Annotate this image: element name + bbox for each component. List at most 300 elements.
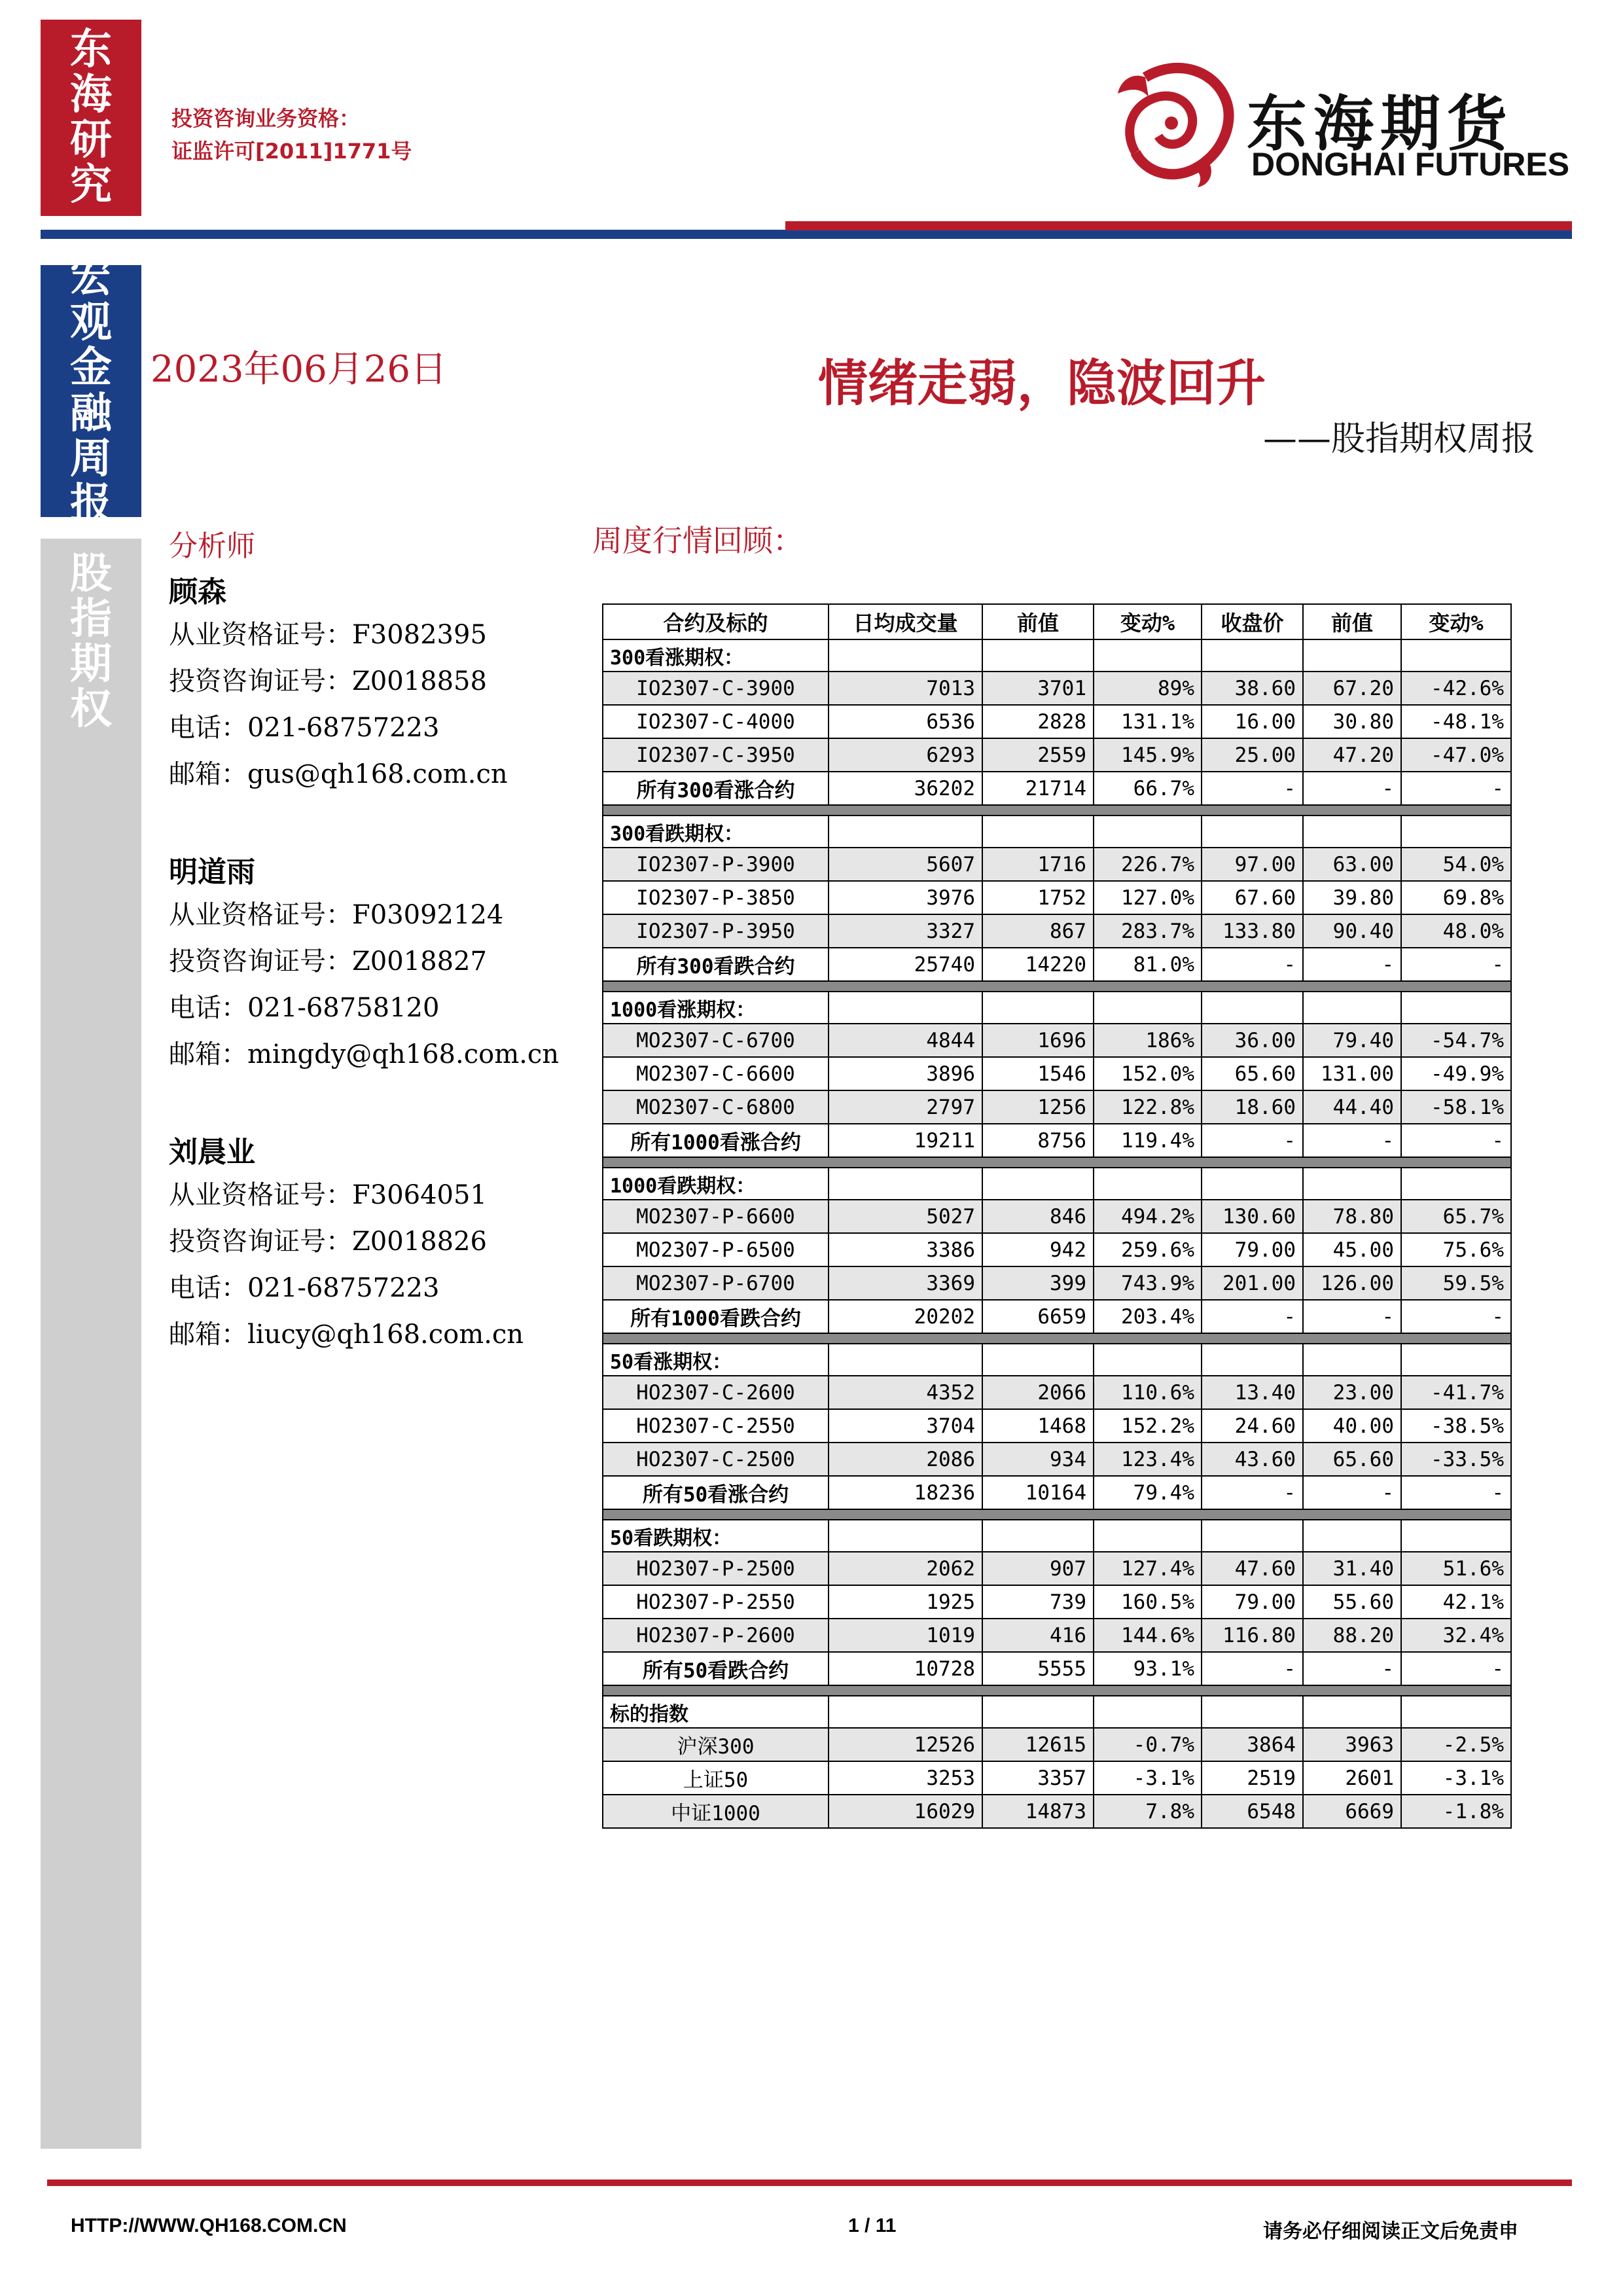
value-cell: 2559: [982, 738, 1094, 772]
value-cell: 13.40: [1202, 1376, 1303, 1409]
logo-text-en: DONGHAI FUTURES: [1251, 146, 1570, 183]
contract-cell: HO2307-C-2550: [603, 1409, 829, 1443]
contract-cell: 中证1000: [603, 1795, 829, 1828]
value-cell: 6293: [829, 738, 982, 772]
analyst-phone: 电话：021-68757223: [169, 713, 440, 743]
analyst-consult-id: 投资咨询证号：Z0018827: [169, 946, 487, 977]
value-cell: 97.00: [1202, 848, 1303, 881]
contract-cell: IO2307-P-3850: [603, 881, 829, 914]
value-cell: 2797: [829, 1090, 982, 1124]
total-row: [603, 1124, 1511, 1157]
value-cell: 79.00: [1202, 1233, 1303, 1266]
analyst-qualification: 从业资格证号：F3064051: [169, 1180, 487, 1210]
total-value-cell: 79.4%: [1094, 1476, 1202, 1509]
table-row: [603, 881, 1511, 914]
value-cell: 130.60: [1202, 1200, 1303, 1233]
table-row: [603, 1200, 1511, 1233]
value-cell: 79.00: [1202, 1585, 1303, 1619]
table-body: [603, 639, 1511, 1828]
column-header: 变动%: [1094, 604, 1202, 639]
value-cell: -54.7%: [1401, 1024, 1511, 1057]
value-cell: 152.2%: [1094, 1409, 1202, 1443]
value-cell: -49.9%: [1401, 1057, 1511, 1090]
value-cell: 2601: [1303, 1761, 1401, 1795]
value-cell: 47.60: [1202, 1552, 1303, 1585]
value-cell: -42.6%: [1401, 672, 1511, 705]
value-cell: 131.1%: [1094, 705, 1202, 738]
value-cell: 110.6%: [1094, 1376, 1202, 1409]
value-cell: 1256: [982, 1090, 1094, 1124]
value-cell: 38.60: [1202, 672, 1303, 705]
section-title: 300看跌期权：: [603, 816, 829, 848]
value-cell: 942: [982, 1233, 1094, 1266]
value-cell: 6669: [1303, 1795, 1401, 1828]
value-cell: 259.6%: [1094, 1233, 1202, 1266]
value-cell: 283.7%: [1094, 914, 1202, 948]
analyst-phone: 电话：021-68757223: [169, 1273, 440, 1303]
table-row: [603, 1585, 1511, 1619]
footer-divider: [47, 2179, 1572, 2186]
total-value-cell: 19211: [829, 1124, 982, 1157]
contract-cell: MO2307-C-6700: [603, 1024, 829, 1057]
contract-cell: 沪深300: [603, 1728, 829, 1761]
value-cell: 1019: [829, 1619, 982, 1652]
value-cell: 123.4%: [1094, 1443, 1202, 1476]
value-cell: 160.5%: [1094, 1585, 1202, 1619]
total-value-cell: -: [1202, 1300, 1303, 1333]
value-cell: 4352: [829, 1376, 982, 1409]
empty-cell: [1094, 1696, 1202, 1728]
total-label-cell: 所有50看跌合约: [603, 1652, 829, 1685]
header-divider-blue: [41, 230, 1572, 239]
empty-cell: [1401, 816, 1511, 848]
empty-cell: [829, 639, 982, 672]
table-row: [603, 1266, 1511, 1300]
value-cell: 24.60: [1202, 1409, 1303, 1443]
analyst-email[interactable]: 邮箱：mingdy@qh168.com.cn: [169, 1039, 560, 1069]
value-cell: 226.7%: [1094, 848, 1202, 881]
contract-cell: IO2307-P-3900: [603, 848, 829, 881]
table-header-row: [603, 604, 1511, 639]
value-cell: 75.6%: [1401, 1233, 1511, 1266]
value-cell: 3386: [829, 1233, 982, 1266]
empty-cell: [982, 639, 1094, 672]
total-row: [603, 1300, 1511, 1333]
total-value-cell: 119.4%: [1094, 1124, 1202, 1157]
value-cell: 16029: [829, 1795, 982, 1828]
analyst-qualification: 从业资格证号：F3082395: [169, 620, 487, 650]
total-value-cell: 18236: [829, 1476, 982, 1509]
total-value-cell: 14220: [982, 948, 1094, 981]
analyst-card: [169, 848, 588, 1080]
total-value-cell: 21714: [982, 772, 1094, 805]
table-row: [603, 914, 1511, 948]
value-cell: 144.6%: [1094, 1619, 1202, 1652]
total-label-cell: 所有300看涨合约: [603, 772, 829, 805]
value-cell: 934: [982, 1443, 1094, 1476]
value-cell: 1468: [982, 1409, 1094, 1443]
table-row: [603, 1443, 1511, 1476]
value-cell: 2066: [982, 1376, 1094, 1409]
total-value-cell: 25740: [829, 948, 982, 981]
contract-cell: HO2307-P-2550: [603, 1585, 829, 1619]
total-value-cell: -: [1202, 948, 1303, 981]
total-value-cell: -: [1202, 1476, 1303, 1509]
total-value-cell: -: [1202, 1124, 1303, 1157]
section-title: 1000看跌期权：: [603, 1168, 829, 1200]
empty-cell: [1202, 1520, 1303, 1552]
contract-cell: IO2307-C-4000: [603, 705, 829, 738]
separator-bar: [603, 1509, 1511, 1520]
total-value-cell: -: [1401, 1124, 1511, 1157]
empty-cell: [1202, 992, 1303, 1024]
value-cell: 4844: [829, 1024, 982, 1057]
empty-cell: [982, 1168, 1094, 1200]
value-cell: -48.1%: [1401, 705, 1511, 738]
value-cell: 18.60: [1202, 1090, 1303, 1124]
footer-url-link[interactable]: HTTP://WWW.QH168.COM.CN: [71, 2215, 347, 2236]
empty-cell: [1303, 1344, 1401, 1376]
value-cell: 3976: [829, 881, 982, 914]
value-cell: 51.6%: [1401, 1552, 1511, 1585]
total-value-cell: -: [1401, 772, 1511, 805]
sidebar-research-label: 东海研究: [70, 25, 112, 210]
company-logo: [1106, 58, 1577, 195]
value-cell: 3963: [1303, 1728, 1401, 1761]
value-cell: 2062: [829, 1552, 982, 1585]
value-cell: -33.5%: [1401, 1443, 1511, 1476]
value-cell: 127.0%: [1094, 881, 1202, 914]
empty-cell: [1202, 1696, 1303, 1728]
empty-cell: [1303, 1168, 1401, 1200]
logo-text-cn: 东海期货: [1247, 89, 1514, 159]
table-row: [603, 1090, 1511, 1124]
section-title: 1000看涨期权：: [603, 992, 829, 1024]
analyst-qualification: 从业资格证号：F03092124: [169, 900, 504, 930]
analyst-name: 刘晨业: [169, 1136, 255, 1169]
empty-cell: [1094, 1520, 1202, 1552]
total-value-cell: 10164: [982, 1476, 1094, 1509]
contract-cell: HO2307-P-2600: [603, 1619, 829, 1652]
total-value-cell: -: [1303, 772, 1401, 805]
total-value-cell: -: [1401, 1652, 1511, 1685]
value-cell: 6548: [1202, 1795, 1303, 1828]
analyst-consult-id: 投资咨询证号：Z0018826: [169, 1227, 487, 1257]
analyst-consult-id: 投资咨询证号：Z0018858: [169, 666, 487, 696]
contract-cell: MO2307-P-6500: [603, 1233, 829, 1266]
value-cell: 5607: [829, 848, 982, 881]
column-header: 日均成交量: [829, 604, 982, 639]
contract-cell: HO2307-P-2500: [603, 1552, 829, 1585]
analyst-card: [169, 1128, 588, 1360]
value-cell: -3.1%: [1401, 1761, 1511, 1795]
table-row: [603, 1761, 1511, 1795]
page-number: 1 / 11: [848, 2215, 897, 2236]
value-cell: 40.00: [1303, 1409, 1401, 1443]
value-cell: 89%: [1094, 672, 1202, 705]
value-cell: 79.40: [1303, 1024, 1401, 1057]
value-cell: 186%: [1094, 1024, 1202, 1057]
section-separator: [603, 1333, 1511, 1344]
section-title: 50看跌期权：: [603, 1520, 829, 1552]
separator-bar: [603, 1685, 1511, 1696]
value-cell: -38.5%: [1401, 1409, 1511, 1443]
value-cell: 63.00: [1303, 848, 1401, 881]
section-title: 50看涨期权：: [603, 1344, 829, 1376]
table-row: [603, 1233, 1511, 1266]
value-cell: 152.0%: [1094, 1057, 1202, 1090]
value-cell: 44.40: [1303, 1090, 1401, 1124]
column-header: 变动%: [1401, 604, 1511, 639]
section-heading-weekly-review: 周度行情回顾：: [592, 523, 803, 558]
value-cell: 494.2%: [1094, 1200, 1202, 1233]
value-cell: 1752: [982, 881, 1094, 914]
empty-cell: [829, 816, 982, 848]
column-header: 收盘价: [1202, 604, 1303, 639]
value-cell: 739: [982, 1585, 1094, 1619]
value-cell: 3896: [829, 1057, 982, 1090]
table-row: [603, 1024, 1511, 1057]
total-value-cell: -: [1401, 1300, 1511, 1333]
section-header-row: [603, 1696, 1511, 1728]
section-separator: [603, 981, 1511, 992]
value-cell: 3864: [1202, 1728, 1303, 1761]
value-cell: 127.4%: [1094, 1552, 1202, 1585]
value-cell: -1.8%: [1401, 1795, 1511, 1828]
value-cell: -58.1%: [1401, 1090, 1511, 1124]
value-cell: 78.80: [1303, 1200, 1401, 1233]
value-cell: 3253: [829, 1761, 982, 1795]
value-cell: 12615: [982, 1728, 1094, 1761]
value-cell: 3701: [982, 672, 1094, 705]
value-cell: 1546: [982, 1057, 1094, 1090]
value-cell: 23.00: [1303, 1376, 1401, 1409]
value-cell: 39.80: [1303, 881, 1401, 914]
empty-cell: [1202, 816, 1303, 848]
section-separator: [603, 1157, 1511, 1168]
value-cell: 48.0%: [1401, 914, 1511, 948]
contract-cell: HO2307-C-2500: [603, 1443, 829, 1476]
total-label-cell: 所有50看涨合约: [603, 1476, 829, 1509]
value-cell: 12526: [829, 1728, 982, 1761]
total-value-cell: 20202: [829, 1300, 982, 1333]
empty-cell: [1401, 1168, 1511, 1200]
total-value-cell: -: [1401, 1476, 1511, 1509]
total-row: [603, 772, 1511, 805]
value-cell: 867: [982, 914, 1094, 948]
value-cell: 90.40: [1303, 914, 1401, 948]
value-cell: 36.00: [1202, 1024, 1303, 1057]
value-cell: 1696: [982, 1024, 1094, 1057]
sidebar-category-tab: [41, 253, 141, 528]
value-cell: 126.00: [1303, 1266, 1401, 1300]
value-cell: -2.5%: [1401, 1728, 1511, 1761]
empty-cell: [1401, 639, 1511, 672]
empty-cell: [1202, 639, 1303, 672]
empty-cell: [829, 1696, 982, 1728]
empty-cell: [982, 992, 1094, 1024]
total-label-cell: 所有1000看涨合约: [603, 1124, 829, 1157]
analyst-phone: 电话：021-68758120: [169, 993, 440, 1023]
value-cell: 416: [982, 1619, 1094, 1652]
empty-cell: [1401, 1520, 1511, 1552]
value-cell: 5027: [829, 1200, 982, 1233]
column-header: 前值: [1303, 604, 1401, 639]
analyst-name: 明道雨: [169, 855, 255, 889]
contract-cell: IO2307-P-3950: [603, 914, 829, 948]
section-header-row: [603, 639, 1511, 672]
value-cell: 55.60: [1303, 1585, 1401, 1619]
total-value-cell: 10728: [829, 1652, 982, 1685]
empty-cell: [1202, 1344, 1303, 1376]
license-line-2: 证监许可[2011]1771号: [171, 139, 412, 164]
empty-cell: [1303, 1520, 1401, 1552]
empty-cell: [982, 1344, 1094, 1376]
total-value-cell: 6659: [982, 1300, 1094, 1333]
empty-cell: [829, 1344, 982, 1376]
total-label-cell: 所有300看跌合约: [603, 948, 829, 981]
value-cell: 3704: [829, 1409, 982, 1443]
value-cell: 67.20: [1303, 672, 1401, 705]
total-value-cell: 66.7%: [1094, 772, 1202, 805]
total-value-cell: 36202: [829, 772, 982, 805]
value-cell: 6536: [829, 705, 982, 738]
value-cell: -47.0%: [1401, 738, 1511, 772]
section-separator: [603, 1685, 1511, 1696]
value-cell: 45.00: [1303, 1233, 1401, 1266]
empty-cell: [982, 1696, 1094, 1728]
value-cell: 1716: [982, 848, 1094, 881]
value-cell: 2086: [829, 1443, 982, 1476]
value-cell: 47.20: [1303, 738, 1401, 772]
section-title: 300看涨期权：: [603, 639, 829, 672]
analyst-card: [169, 568, 588, 800]
separator-bar: [603, 1333, 1511, 1344]
total-value-cell: -: [1303, 1652, 1401, 1685]
table-row: [603, 1409, 1511, 1443]
empty-cell: [1094, 1344, 1202, 1376]
total-value-cell: 8756: [982, 1124, 1094, 1157]
report-title: 情绪走弱，隐波回升: [818, 354, 1266, 412]
value-cell: 116.80: [1202, 1619, 1303, 1652]
value-cell: 3357: [982, 1761, 1094, 1795]
empty-cell: [1094, 992, 1202, 1024]
sidebar-category-label: 宏观金融周报: [70, 253, 112, 528]
value-cell: 42.1%: [1401, 1585, 1511, 1619]
total-value-cell: -: [1401, 948, 1511, 981]
value-cell: 67.60: [1202, 881, 1303, 914]
table-row: [603, 1057, 1511, 1090]
contract-cell: HO2307-C-2600: [603, 1376, 829, 1409]
empty-cell: [1303, 639, 1401, 672]
total-value-cell: 81.0%: [1094, 948, 1202, 981]
section-separator: [603, 1509, 1511, 1520]
dragon-emblem-icon: [1106, 58, 1237, 188]
empty-cell: [829, 1520, 982, 1552]
total-row: [603, 1476, 1511, 1509]
contract-cell: IO2307-C-3950: [603, 738, 829, 772]
value-cell: 846: [982, 1200, 1094, 1233]
total-value-cell: 203.4%: [1094, 1300, 1202, 1333]
value-cell: 3327: [829, 914, 982, 948]
header-divider-red: [785, 221, 1572, 230]
value-cell: -41.7%: [1401, 1376, 1511, 1409]
value-cell: 65.60: [1303, 1443, 1401, 1476]
value-cell: 14873: [982, 1795, 1094, 1828]
value-cell: 25.00: [1202, 738, 1303, 772]
report-subtitle: ——股指期权周报: [1263, 420, 1536, 459]
total-row: [603, 948, 1511, 981]
contract-cell: MO2307-C-6600: [603, 1057, 829, 1090]
table-row: [603, 1376, 1511, 1409]
sidebar-subcategory-tab: [41, 539, 141, 2149]
contract-cell: 上证50: [603, 1761, 829, 1795]
value-cell: -3.1%: [1094, 1761, 1202, 1795]
total-label-cell: 所有1000看跌合约: [603, 1300, 829, 1333]
value-cell: 65.60: [1202, 1057, 1303, 1090]
empty-cell: [1202, 1168, 1303, 1200]
table-row: [603, 848, 1511, 881]
empty-cell: [829, 992, 982, 1024]
section-header-row: [603, 1520, 1511, 1552]
value-cell: 88.20: [1303, 1619, 1401, 1652]
empty-cell: [982, 1520, 1094, 1552]
table-row: [603, 672, 1511, 705]
value-cell: 2828: [982, 705, 1094, 738]
contract-cell: IO2307-C-3900: [603, 672, 829, 705]
empty-cell: [1401, 992, 1511, 1024]
contract-cell: MO2307-P-6700: [603, 1266, 829, 1300]
analyst-heading: 分析师: [169, 529, 255, 563]
value-cell: 399: [982, 1266, 1094, 1300]
empty-cell: [982, 816, 1094, 848]
empty-cell: [1303, 1696, 1401, 1728]
section-header-row: [603, 992, 1511, 1024]
contract-cell: MO2307-P-6600: [603, 1200, 829, 1233]
table-row: [603, 738, 1511, 772]
value-cell: 31.40: [1303, 1552, 1401, 1585]
table-row: [603, 1552, 1511, 1585]
total-value-cell: -: [1202, 772, 1303, 805]
empty-cell: [1303, 992, 1401, 1024]
value-cell: 145.9%: [1094, 738, 1202, 772]
column-header: 合约及标的: [603, 604, 829, 639]
separator-bar: [603, 1157, 1511, 1168]
empty-cell: [829, 1168, 982, 1200]
table-row: [603, 1619, 1511, 1652]
analyst-email[interactable]: 邮箱：gus@qh168.com.cn: [169, 759, 508, 789]
total-value-cell: -: [1303, 1300, 1401, 1333]
empty-cell: [1094, 639, 1202, 672]
value-cell: 2519: [1202, 1761, 1303, 1795]
section-header-row: [603, 1344, 1511, 1376]
total-value-cell: -: [1303, 1476, 1401, 1509]
separator-bar: [603, 805, 1511, 816]
value-cell: 743.9%: [1094, 1266, 1202, 1300]
section-header-row: [603, 816, 1511, 848]
total-value-cell: -: [1303, 948, 1401, 981]
value-cell: 133.80: [1202, 914, 1303, 948]
empty-cell: [1094, 816, 1202, 848]
analyst-email[interactable]: 邮箱：liucy@qh168.com.cn: [169, 1319, 524, 1350]
sidebar-research-tab: [41, 20, 141, 216]
empty-cell: [1401, 1696, 1511, 1728]
separator-bar: [603, 981, 1511, 992]
sidebar-subcategory-label: 股指期权: [70, 550, 112, 734]
section-header-row: [603, 1168, 1511, 1200]
empty-cell: [1303, 816, 1401, 848]
column-header: 前值: [982, 604, 1094, 639]
